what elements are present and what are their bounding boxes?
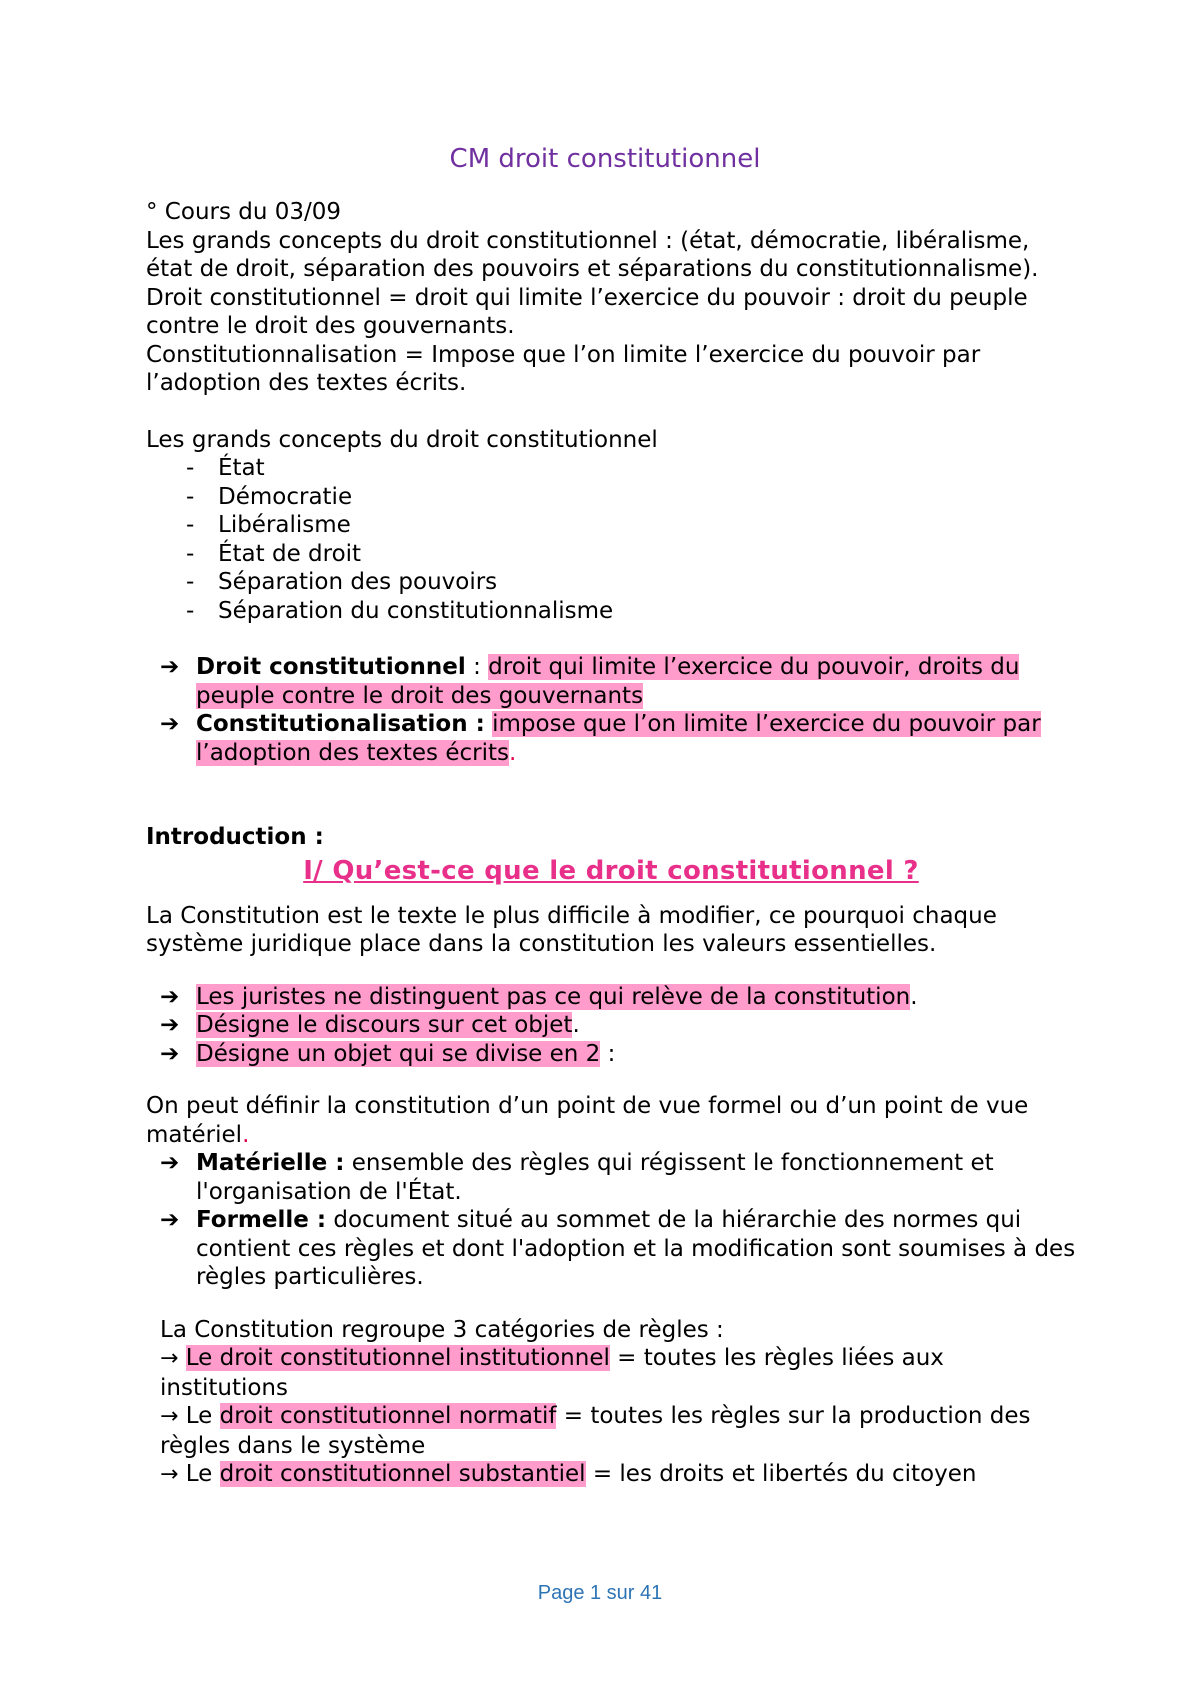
arrow-right-icon: → — [160, 1462, 179, 1487]
categories-block — [146, 1316, 1076, 1490]
arrow-right-icon: ➔ — [160, 1012, 180, 1038]
highlighted-text: Les juristes ne distinguent pas ce qui relève de la constitution — [196, 983, 911, 1010]
arrow-right-icon: ➔ — [160, 1150, 180, 1176]
page-content — [146, 142, 1076, 1490]
arrow-right-icon: ➔ — [160, 654, 180, 680]
document-title: CM droit constitutionnel — [449, 144, 761, 174]
concepts-paragraph: Les grands concepts du droit constitutionnel : (état, démocratie, libéralisme, état de droit, séparation des pouvoirs et séparations du constitutionnalisme). — [146, 227, 1039, 282]
arrow-right-icon: → — [160, 1346, 179, 1371]
highlighted-text: droit qui limite l’exercice du pouvoir, droits du peuple contre le droit des gouvernants — [196, 654, 1020, 709]
juristes-list — [146, 983, 1076, 1069]
list-item: - Libéralisme — [186, 512, 351, 538]
course-date: ° Cours du 03/09 — [146, 199, 342, 225]
list-item: - Démocratie — [186, 483, 353, 510]
constitutionnalisation-definition: Constitutionnalisation = Impose que l’on limite l’exercice du pouvoir par l’adoption des textes écrits. — [146, 341, 981, 396]
arrow-right-icon: ➔ — [160, 711, 180, 737]
list-item: - État de droit — [186, 540, 362, 567]
arrow-right-icon: ➔ — [160, 983, 180, 1010]
definition-item: ➔ Constitutionalisation : impose que l’on limite l’exercice du pouvoir par l’adoption des textes écrits. — [160, 711, 1041, 766]
list-item: - État — [186, 455, 265, 481]
views-list — [146, 1149, 1076, 1292]
list-item: ➔ Les juristes ne distinguent pas ce qui relève de la constitution. — [160, 983, 918, 1010]
category-line: → Le droit constitutionnel normatif = toutes les règles sur la production des règles dans le système — [160, 1403, 1031, 1459]
highlighted-text: Désigne le discours sur cet objet — [196, 1012, 573, 1038]
concepts-list — [146, 454, 1076, 625]
highlighted-text: droit constitutionnel substantiel — [219, 1461, 586, 1487]
highlighted-text: droit constitutionnel normatif — [219, 1403, 557, 1429]
page-footer: Page 1 sur 41 — [537, 1582, 663, 1604]
view-term: Matérielle : — [196, 1150, 345, 1176]
list-item: ➔ Matérielle : ensemble des règles qui régissent le fonctionnement et l'organisation de l'État. — [160, 1150, 994, 1205]
constitution-paragraph: La Constitution est le texte le plus difficile à modifier, ce pourquoi chaque système juridique place dans la constitution les valeurs essentielles. — [146, 902, 997, 957]
formel-materiel-paragraph: On peut définir la constitution d’un point de vue formel ou d’un point de vue matériel. — [146, 1093, 1029, 1148]
list-item: ➔ Désigne un objet qui se divise en 2 : — [160, 1040, 616, 1067]
list-item: - Séparation du constitutionnalisme — [186, 597, 614, 624]
droit-constitutionnel-definition: Droit constitutionnel = droit qui limite l’exercice du pouvoir : droit du peuple contre le droit des gouvernants. — [146, 284, 1028, 339]
definition-term: Constitutionalisation : — [196, 711, 485, 737]
highlighted-text: impose que l’on limite l’exercice du pouvoir par l’adoption des textes écrits — [196, 711, 1041, 766]
category-line: → Le droit constitutionnel substantiel = les droits et libertés du citoyen — [160, 1461, 977, 1487]
view-term: Formelle : — [196, 1207, 327, 1233]
concepts-heading: Les grands concepts du droit constitutionnel — [146, 426, 658, 453]
highlighted-text: Le droit constitutionnel institutionnel — [185, 1345, 610, 1371]
list-item: ➔ Désigne le discours sur cet objet. — [160, 1012, 580, 1038]
introduction-label: Introduction : — [146, 824, 324, 850]
list-item: - Séparation des pouvoirs — [186, 569, 498, 595]
arrow-right-icon: ➔ — [160, 1040, 180, 1067]
list-item: ➔ Formelle : document situé au sommet de la hiérarchie des normes qui contient ces règles et dont l'adoption et la modification sont soumises à des règles particulières. — [160, 1207, 1076, 1290]
category-line: → Le droit constitutionnel institutionnel = toutes les règles liées aux institutions — [160, 1345, 944, 1401]
section-heading: I/ Qu’est-ce que le droit constitutionnel ? — [303, 855, 919, 886]
highlighted-text: Désigne un objet qui se divise en 2 — [196, 1040, 601, 1067]
definition-term: Droit constitutionnel — [196, 654, 466, 680]
categories-heading: La Constitution regroupe 3 catégories de règles : — [160, 1316, 724, 1343]
definition-item: ➔ Droit constitutionnel : droit qui limite l’exercice du pouvoir, droits du peuple contre le droit des gouvernants — [160, 654, 1020, 709]
arrow-right-icon: ➔ — [160, 1207, 180, 1233]
arrow-right-icon: → — [160, 1404, 179, 1429]
definitions-list — [146, 653, 1076, 767]
